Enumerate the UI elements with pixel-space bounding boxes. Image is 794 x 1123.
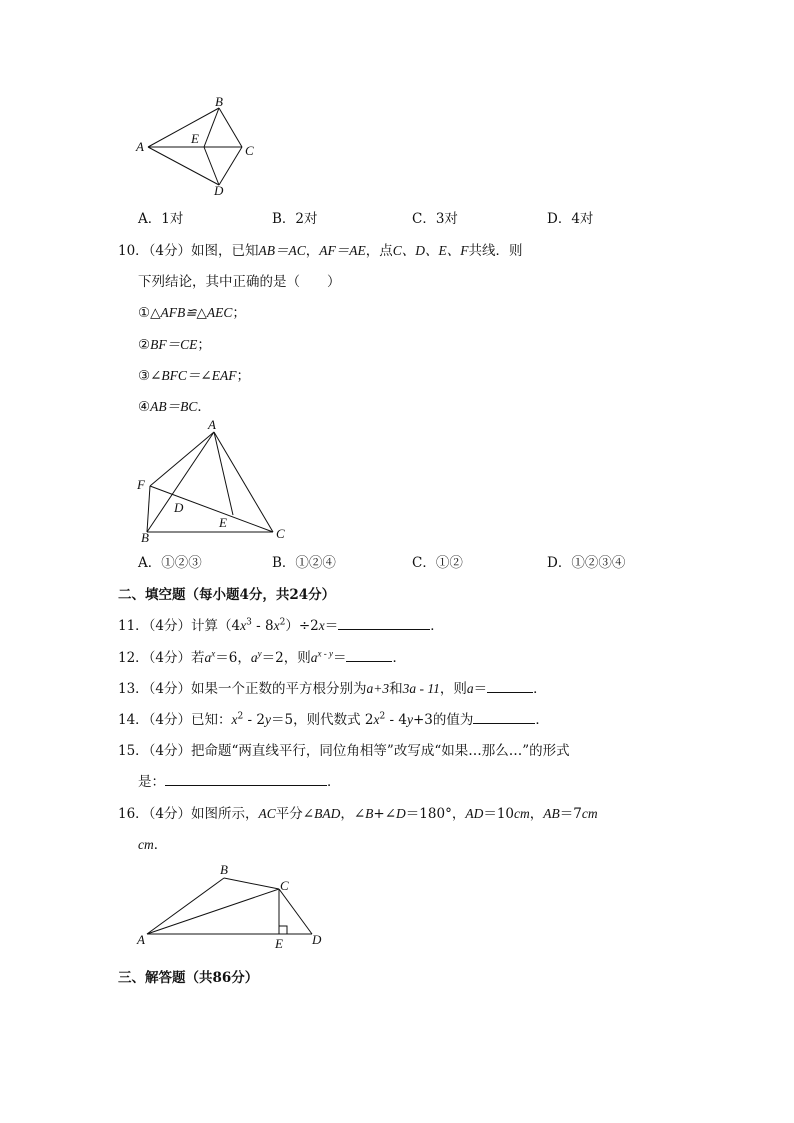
q10-conclusion-2: ②BF＝CE； <box>138 337 211 353</box>
q10-conclusion-3: ③∠BFC＝∠EAF； <box>138 368 250 384</box>
q10-label-a: A <box>208 417 216 432</box>
q10-stem-line2: 下列结论，其中正确的是（ ） <box>138 274 341 290</box>
q11-answer-blank <box>338 616 430 630</box>
q11: 11．（4分）计算$(4x^3 - 8x^2)\div 2x=$ ． <box>118 617 444 634</box>
q10-label-f: F <box>137 477 145 492</box>
q10-option-c: C．①② <box>412 555 463 571</box>
q9-option-a: A．1对 <box>138 211 184 227</box>
q15-answer-blank <box>165 772 327 786</box>
q10-stem-line1: 10．（4分）如图，已知AB＝AC，AF＝AE，点C、D、E、F共线．则 <box>118 243 523 259</box>
section-2-heading: 二、填空题（每小题4分，共24分） <box>118 587 336 603</box>
q9-figure <box>130 95 270 200</box>
q9-option-b: B．2对 <box>272 211 318 227</box>
q9-label-d: D <box>214 183 224 198</box>
q9-label-a: A <box>136 139 144 154</box>
q16-label-c: C <box>280 878 289 893</box>
q10-option-b: B．①②④ <box>272 555 336 571</box>
q12: 12．（4分）若$a^x=6$，$a^y=2$，则$a^{x - y}=$ ． <box>118 648 406 666</box>
q13: 13．（4分）如果一个正数的平方根分别为a+3和3a - 11，则a＝ ． <box>118 681 547 697</box>
q16-line1: 16．（4分）如图所示，AC平分∠BAD，∠B+∠D＝180°，AD＝10cm，AB＝7cm <box>118 806 598 822</box>
q10-conclusion-1: ①△AFB≌△AEC； <box>138 305 246 321</box>
q14-answer-blank <box>473 710 535 724</box>
q12-answer-blank <box>346 648 392 662</box>
q10-label-b: B <box>141 530 149 545</box>
q14: 14．（4分）已知：$x^2 - 2y=5$，则代数式 $2x^2 - 4y+3$的值为 ． <box>118 711 549 728</box>
q16-label-b: B <box>220 862 228 877</box>
q9-option-d: D．4对 <box>547 211 594 227</box>
q16-label-e: E <box>275 936 283 951</box>
q10-label-d: D <box>174 500 184 515</box>
q16-label-a: A <box>137 932 145 947</box>
q10-option-a: A．①②③ <box>138 555 202 571</box>
q16-line2: cm． <box>138 837 168 853</box>
q16-label-d: D <box>312 932 322 947</box>
q10-label-e: E <box>219 515 227 530</box>
q13-answer-blank <box>487 679 533 693</box>
section-3-heading: 三、解答题（共86分） <box>118 970 259 986</box>
q9-label-c: C <box>245 143 254 158</box>
q10-label-c: C <box>276 526 285 541</box>
q9-label-e: E <box>191 131 199 146</box>
q10-conclusion-4: ④AB＝BC． <box>138 399 211 415</box>
q15-line1: 15．（4分）把命题“两直线平行，同位角相等”改写成“如果…那么…”的形式 <box>118 743 570 759</box>
q15-line2: 是： ． <box>138 774 341 790</box>
q9-option-c: C．3对 <box>412 211 458 227</box>
q10-option-d: D．①②③④ <box>547 555 626 571</box>
q16-figure <box>132 858 332 953</box>
q10-figure <box>130 415 300 545</box>
q9-label-b: B <box>215 95 223 109</box>
